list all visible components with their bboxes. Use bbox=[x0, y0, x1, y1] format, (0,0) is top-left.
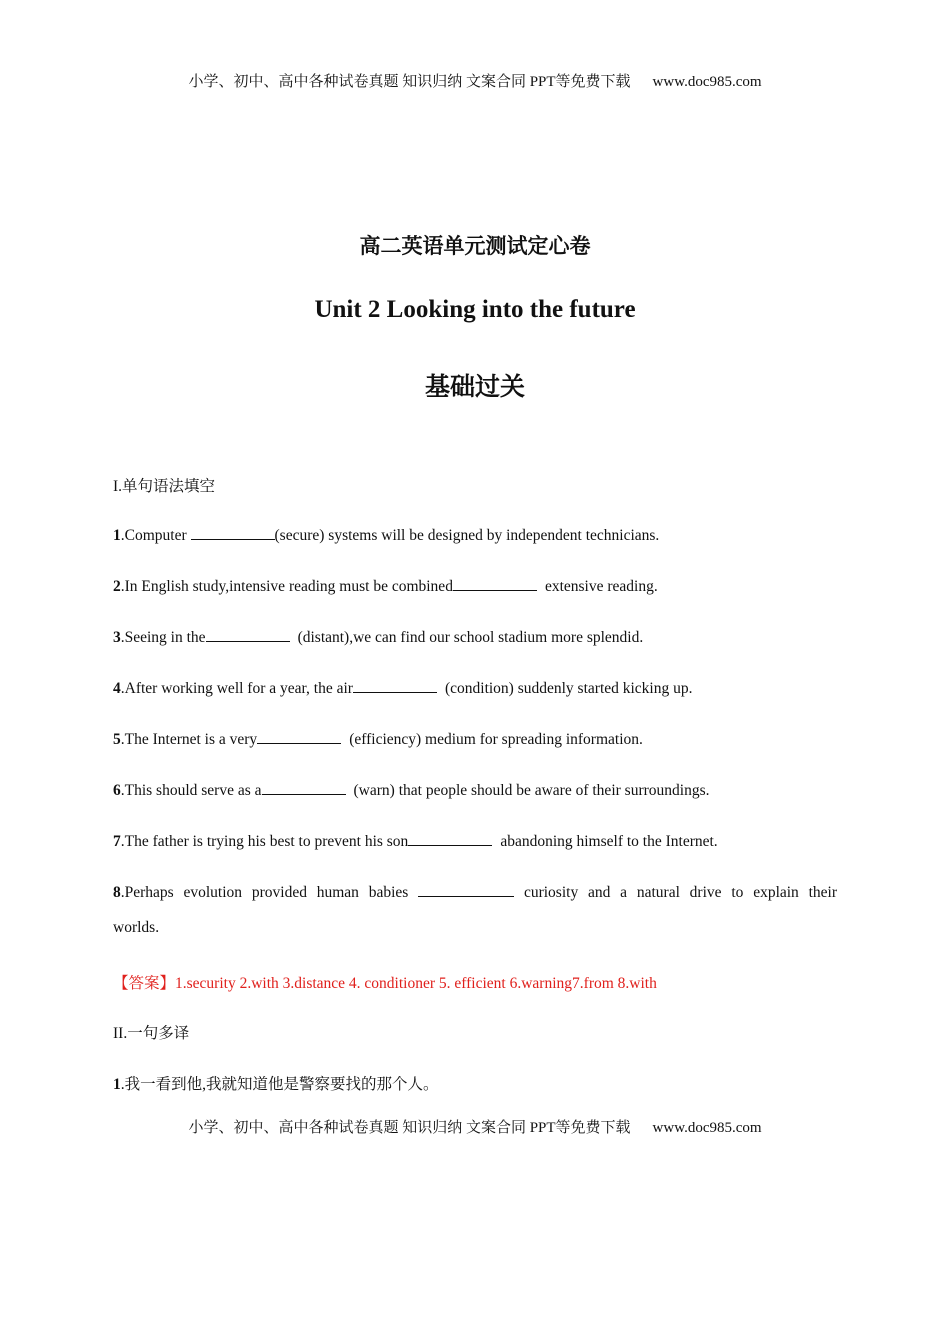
answer-label: 【答案】 bbox=[113, 975, 176, 992]
answer-blank[interactable] bbox=[191, 525, 275, 540]
question-text: (warn) that people should be aware of their surroundings. bbox=[353, 782, 710, 799]
header-url[interactable]: www.doc985.com bbox=[652, 74, 762, 90]
footer-url[interactable]: www.doc985.com bbox=[652, 1120, 762, 1136]
question-text: (distant),we can find our school stadium more splendid. bbox=[297, 629, 644, 646]
question-number: 4 bbox=[113, 680, 121, 697]
question-number: 6 bbox=[113, 782, 121, 799]
answer-blank[interactable] bbox=[418, 882, 514, 897]
question-text: abandoning himself to the Internet. bbox=[500, 833, 718, 850]
question-text: .Perhaps evolution provided human babies bbox=[120, 884, 409, 901]
unit-title: Unit 2 Looking into the future bbox=[314, 296, 636, 323]
header-text: 小学、初中、高中各种试卷真题 知识归纳 文案合同 PPT等免费下载 bbox=[188, 74, 631, 90]
question-text: .Seeing in the bbox=[120, 629, 206, 646]
question-2 bbox=[113, 576, 837, 596]
question-text: extensive reading. bbox=[544, 578, 658, 595]
question-number: 1 bbox=[113, 1076, 121, 1093]
question-number: 7 bbox=[113, 833, 121, 850]
question-number: 8 bbox=[113, 884, 121, 901]
answer-blank[interactable] bbox=[257, 729, 341, 744]
question-text: .After working well for a year, the air bbox=[120, 680, 353, 697]
question-3 bbox=[113, 627, 837, 647]
answer-blank[interactable] bbox=[206, 627, 290, 642]
answer-key bbox=[113, 971, 837, 993]
footer-text: 小学、初中、高中各种试卷真题 知识归纳 文案合同 PPT等免费下载 bbox=[188, 1120, 631, 1136]
question-4 bbox=[113, 678, 837, 698]
question-6 bbox=[113, 780, 837, 800]
page-header bbox=[0, 70, 950, 91]
doc-title: 高二英语单元测试定心卷 bbox=[359, 234, 591, 258]
section2-heading: II.一句多译 bbox=[113, 1025, 190, 1042]
question-number: 1 bbox=[113, 527, 121, 544]
question-text: .This should serve as a bbox=[120, 782, 262, 799]
question-text: (condition) suddenly started kicking up. bbox=[444, 680, 693, 697]
question-text: .The Internet is a very bbox=[120, 731, 258, 748]
question-text: (secure) systems will be designed by independent technicians. bbox=[274, 527, 660, 544]
answer-blank[interactable] bbox=[408, 831, 492, 846]
question-8 bbox=[113, 882, 837, 902]
question-text: .The father is trying his best to prevent his son bbox=[120, 833, 409, 850]
question-number: 3 bbox=[113, 629, 121, 646]
question-text: .我一看到他,我就知道他是警察要找的那个人。 bbox=[120, 1076, 439, 1093]
translation-question-1 bbox=[113, 1072, 837, 1094]
question-number: 5 bbox=[113, 731, 121, 748]
question-text: .Computer bbox=[120, 527, 191, 544]
question-text: .In English study,intensive reading must be combined bbox=[120, 578, 453, 595]
question-7 bbox=[113, 831, 837, 851]
question-1 bbox=[113, 525, 837, 545]
question-8-continued: worlds. bbox=[113, 919, 160, 936]
answer-blank[interactable] bbox=[453, 576, 537, 591]
section1-heading: I.单句语法填空 bbox=[113, 478, 216, 495]
question-text: (efficiency) medium for spreading information. bbox=[349, 731, 643, 748]
answer-text: 1.security 2.with 3.distance 4. conditioner 5. efficient 6.warning7.from 8.with bbox=[175, 975, 657, 992]
answer-blank[interactable] bbox=[262, 780, 346, 795]
page-footer bbox=[0, 1116, 950, 1137]
answer-blank[interactable] bbox=[353, 678, 437, 693]
question-5 bbox=[113, 729, 837, 749]
section-title: 基础过关 bbox=[424, 374, 525, 401]
question-text: curiosity and a natural drive to explain their bbox=[523, 884, 838, 901]
question-number: 2 bbox=[113, 578, 121, 595]
